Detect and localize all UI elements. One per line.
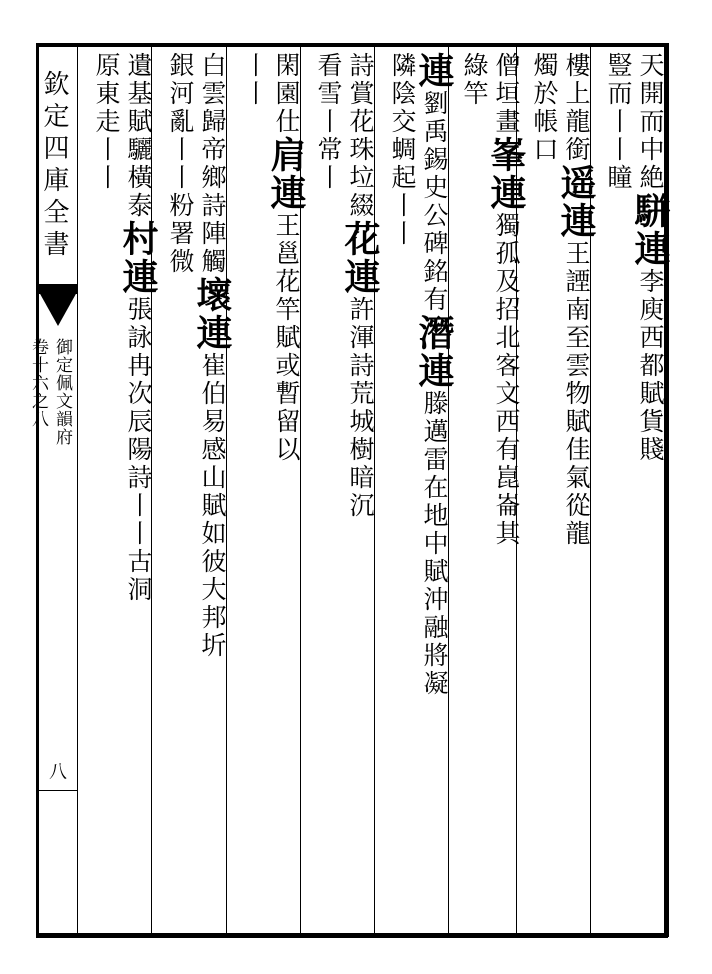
column-text: 李庾西都賦貨賤 [636, 268, 665, 464]
text-column-12 [230, 52, 278, 928]
margin-book-title [28, 338, 74, 446]
text-column-2 [594, 52, 642, 928]
entry-heading: 肩連 [265, 136, 307, 212]
column-text: 崔伯易感山賦如彼大邦圻 [198, 352, 227, 660]
column-text: 銀河亂丨丨粉署微 [166, 52, 195, 276]
margin-title: 欽定四庫全書 [39, 70, 69, 262]
column-text: 原東走丨丨 [92, 52, 121, 192]
text-column-10 [304, 52, 352, 928]
text-column-14 [156, 52, 204, 928]
fish-tail-mark [39, 292, 77, 326]
column-text: 丨丨 [240, 52, 269, 108]
column-text: 詩賞花珠垃綴 [346, 52, 375, 220]
frame-border-top [36, 43, 668, 47]
column-rule [77, 47, 78, 933]
text-column-8 [378, 52, 426, 928]
page-number: 八 [49, 762, 67, 783]
entry-heading: 村連 [117, 220, 159, 296]
page-number-rule [39, 790, 77, 791]
column-text: 僧垣畫 [492, 52, 521, 136]
column-text: 王邕花竿賦或暫留以 [272, 212, 301, 464]
margin-book-line2: 卷十六之八 [28, 338, 48, 428]
column-text: 閑園仕 [272, 52, 301, 136]
column-text: 白雲歸帝鄉詩陣觸 [198, 52, 227, 276]
column-text: 樓上龍銜 [562, 52, 591, 164]
column-text: 劉禹錫史公碑銘有 [420, 90, 449, 314]
column-text: 張詠冉次辰陽詩丨丨古洞 [124, 296, 153, 604]
column-text: 豎而丨丨瞳 [604, 52, 633, 192]
margin-book-line1: 御定佩文韻府 [52, 338, 72, 446]
column-text: 燭於帳口 [530, 52, 559, 164]
entry-heading: 連 [413, 52, 455, 90]
entry-heading: 潛連 [413, 314, 455, 390]
column-text: 看雪丨常丨 [314, 52, 343, 192]
column-text: 隣陰交蜩起丨丨 [388, 52, 417, 248]
column-text: 遺基賦驪橫泰 [124, 52, 153, 220]
frame-border-bottom [36, 933, 668, 938]
column-text: 獨孤及招北客文西有崑崙其 [492, 212, 521, 548]
column-text: 滕邁雷在地中賦沖融將凝 [420, 390, 449, 698]
column-text: 王諲南至雲物賦佳氣從龍 [562, 240, 591, 548]
column-text: 許渾詩荒城樹暗沉 [346, 296, 375, 520]
column-text: 天開而中絶 [636, 52, 665, 192]
column-text: 綠竿 [460, 52, 489, 108]
entry-heading: 壞連 [191, 276, 233, 352]
entry-heading: 花連 [339, 220, 381, 296]
entry-heading: 峯連 [485, 136, 527, 212]
entry-heading: 駢連 [629, 192, 671, 268]
text-column-16 [82, 52, 130, 928]
entry-heading: 遥連 [555, 164, 597, 240]
